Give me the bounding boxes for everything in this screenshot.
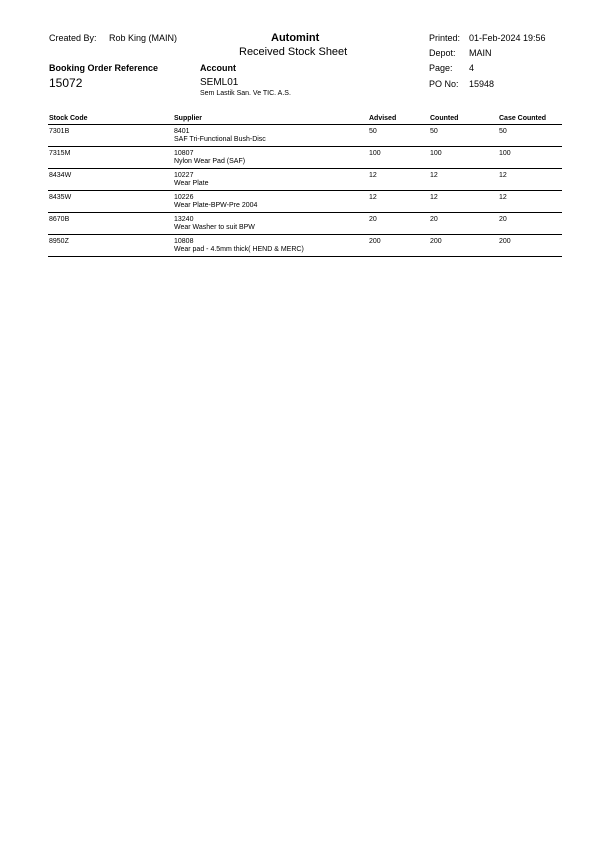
stock-code: 7315M (49, 150, 71, 157)
stock-code: 8950Z (49, 238, 69, 245)
table-row (48, 213, 562, 235)
advised-qty: 200 (369, 238, 381, 245)
counted-qty: 12 (430, 194, 438, 201)
counted-qty: 100 (430, 150, 442, 157)
column-header-advised: Advised (369, 115, 397, 122)
po-label: PO No: (429, 79, 459, 89)
advised-qty: 100 (369, 150, 381, 157)
item-description: Nylon Wear Pad (SAF) (174, 158, 246, 165)
counted-qty: 12 (430, 172, 438, 179)
item-description: Wear pad - 4.5mm thick( HEND & MERC) (174, 246, 304, 253)
counted-qty: 200 (430, 238, 442, 245)
supplier-code: 8401 (174, 128, 190, 135)
supplier-code: 10227 (174, 172, 194, 179)
column-header-supplier: Supplier (174, 115, 203, 122)
supplier-code: 10226 (174, 194, 194, 201)
page-value: 4 (469, 63, 475, 73)
supplier-code: 10807 (174, 150, 194, 157)
table-row (48, 235, 562, 257)
printed-value: 01-Feb-2024 19:56 (469, 33, 546, 43)
company-name: Automint (271, 32, 320, 44)
created-by-value: Rob King (MAIN) (109, 33, 178, 43)
item-description: Wear Plate (174, 180, 209, 187)
case-counted-qty: 200 (499, 238, 511, 245)
column-header-stock-code: Stock Code (49, 115, 88, 122)
item-description: SAF Tri-Functional Bush-Disc (174, 136, 266, 143)
stock-code: 8435W (49, 194, 72, 201)
case-counted-qty: 100 (499, 150, 511, 157)
depot-label: Depot: (429, 48, 456, 58)
account-label: Account (200, 63, 236, 73)
stock-code: 8434W (49, 172, 72, 179)
stock-code: 7301B (49, 128, 70, 135)
booking-ref-label: Booking Order Reference (49, 63, 159, 73)
advised-qty: 12 (369, 172, 377, 179)
item-description: Wear Washer to suit BPW (174, 224, 255, 231)
po-value: 15948 (469, 79, 495, 89)
stock-table (48, 114, 562, 257)
report-title: Received Stock Sheet (239, 46, 348, 58)
counted-qty: 50 (430, 128, 438, 135)
case-counted-qty: 12 (499, 172, 507, 179)
table-row (48, 125, 562, 147)
case-counted-qty: 12 (499, 194, 507, 201)
supplier-code: 10808 (174, 238, 194, 245)
case-counted-qty: 50 (499, 128, 507, 135)
supplier-code: 13240 (174, 216, 194, 223)
table-row (48, 147, 562, 169)
counted-qty: 20 (430, 216, 438, 223)
item-description: Wear Plate-BPW-Pre 2004 (174, 202, 258, 209)
advised-qty: 50 (369, 128, 377, 135)
table-row (48, 191, 562, 213)
case-counted-qty: 20 (499, 216, 507, 223)
depot-value: MAIN (469, 48, 492, 58)
printed-label: Printed: (429, 33, 461, 43)
table-row (48, 169, 562, 191)
booking-ref-value: 15072 (49, 76, 83, 90)
account-name: Sem Lastik San. Ve TIC. A.S. (200, 90, 291, 97)
account-code: SEML01 (200, 77, 239, 88)
created-by-label: Created By: (49, 33, 97, 43)
column-header-counted: Counted (430, 115, 459, 122)
table-header (48, 114, 562, 125)
stock-code: 8670B (49, 216, 70, 223)
advised-qty: 20 (369, 216, 377, 223)
advised-qty: 12 (369, 194, 377, 201)
column-header-case-counted: Case Counted (499, 115, 547, 122)
page-label: Page: (429, 63, 453, 73)
